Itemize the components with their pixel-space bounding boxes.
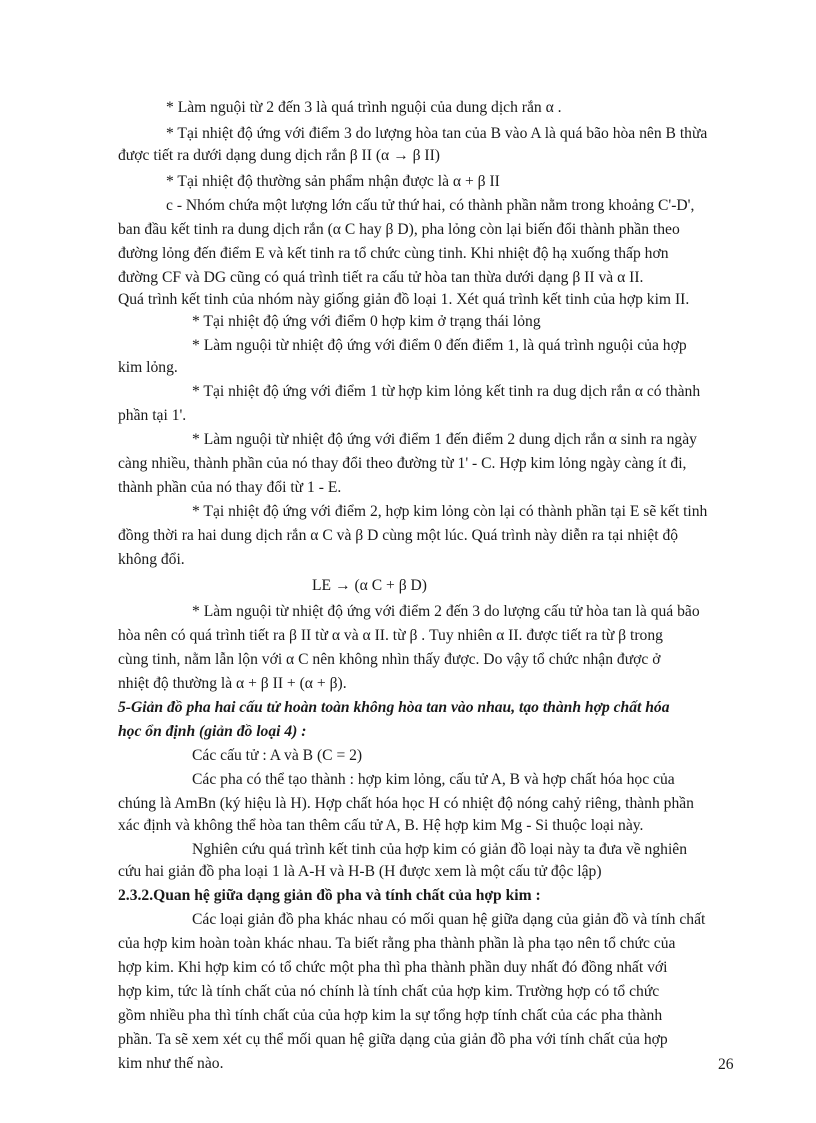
- text-line: gồm nhiều pha thì tính chất của của hợp kim la sự tổng hợp tính chất của các pha thành: [118, 1007, 663, 1024]
- text-line: càng nhiều, thành phần của nó thay đổi theo đường từ 1' - C. Hợp kim lỏng ngày càng ít đi,: [118, 455, 687, 472]
- text-line: cứu hai giản đồ pha loại 1 là A-H và H-B (H được xem là một cấu tử độc lập): [118, 863, 602, 880]
- text-line: phần tại 1'.: [118, 407, 187, 424]
- text-line: đồng thời ra hai dung dịch rắn α C và β D cùng một lúc. Quá trình này diễn ra tại nhiệt độ: [118, 527, 679, 544]
- text-line: được tiết ra dưới dạng dung dịch rắn β II (α → β II): [118, 147, 441, 164]
- text-line: c - Nhóm chứa một lượng lớn cấu tử thứ hai, có thành phần nằm trong khoảng C'-D',: [166, 197, 695, 214]
- page-number: 26: [718, 1056, 734, 1073]
- section-heading: học ổn định (giản đồ loại 4) :: [118, 723, 307, 740]
- text-line: hòa nên có quá trình tiết ra β II từ α và α II. từ β . Tuy nhiên α II. được tiết ra từ β trong: [118, 627, 663, 644]
- text-line: kim lỏng.: [118, 359, 178, 376]
- text-line: đường lỏng đến điểm E và kết tinh ra tổ chức cùng tinh. Khi nhiệt độ hạ xuống thấp hơn: [118, 245, 669, 262]
- text-line: không đổi.: [118, 551, 185, 568]
- text-line: kim như thế nào.: [118, 1055, 224, 1072]
- text-line: hợp kim, tức là tính chất của nó chính là tính chất của hợp kim. Trường hợp có tổ chức: [118, 983, 660, 1000]
- text-line: đường CF và DG cũng có quá trình tiết ra cấu tử hòa tan thừa dưới dạng β II và α II.: [118, 269, 644, 286]
- equation-line: LE → (α C + β D): [312, 577, 427, 594]
- text-line: chúng là AmBn (ký hiệu là H). Hợp chất hóa học H có nhiệt độ nóng cahỷ riêng, thành phần: [118, 795, 694, 812]
- text-line: Nghiên cứu quá trình kết tinh của hợp kim có giản đồ loại này ta đưa về nghiên: [192, 841, 688, 858]
- text-line: ban đầu kết tinh ra dung dịch rắn (α C hay β D), pha lỏng còn lại biến đổi thành phần theo: [118, 221, 680, 238]
- text-line: thành phần của nó thay đổi từ 1 - E.: [118, 479, 342, 496]
- text-line: * Làm nguội từ nhiệt độ ứng với điểm 1 đến điểm 2 dung dịch rắn α sinh ra ngày: [192, 431, 697, 448]
- section-heading: 2.3.2.Quan hệ giữa dạng giản đồ pha và tính chất của hợp kim :: [118, 887, 541, 904]
- text-line: Các pha có thể tạo thành : hợp kim lỏng, cấu tử A, B và hợp chất hóa học của: [192, 771, 675, 788]
- text-line: * Làm nguội từ nhiệt độ ứng với điểm 0 đến điểm 1, là quá trình nguội của hợp: [192, 337, 687, 354]
- section-heading: 5-Giản đồ pha hai cấu tử hoàn toàn không hòa tan vào nhau, tạo thành hợp chất hóa: [118, 699, 670, 716]
- text-line: * Làm nguội từ nhiệt độ ứng với điểm 2 đến 3 do lượng cấu tử hòa tan là quá bão: [192, 603, 700, 620]
- text-line: * Tại nhiệt độ ứng với điểm 3 do lượng hòa tan của B vào A là quá bão hòa nên B thừa: [166, 125, 708, 142]
- text-line: của hợp kim hoàn toàn khác nhau. Ta biết rằng pha thành phần là pha tạo nên tổ chức của: [118, 935, 676, 952]
- text-line: nhiệt độ thường là α + β II + (α + β).: [118, 675, 347, 692]
- text-line: Các loại giản đồ pha khác nhau có mối quan hệ giữa dạng của giản đồ và tính chất: [192, 911, 706, 928]
- text-line: Các cấu tử : A và B (C = 2): [192, 747, 363, 764]
- text-line: hợp kim. Khi hợp kim có tổ chức một pha thì pha thành phần duy nhất đó đồng nhất với: [118, 959, 668, 976]
- text-line: cùng tinh, nằm lẫn lộn với α C nên không nhìn thấy được. Do vậy tổ chức nhận được ở: [118, 651, 661, 668]
- text-line: phần. Ta sẽ xem xét cụ thể mối quan hệ giữa dạng của giản đồ pha với tính chất của hợp: [118, 1031, 668, 1048]
- text-line: * Tại nhiệt độ ứng với điểm 1 từ hợp kim lỏng kết tinh ra dug dịch rắn α có thành: [192, 383, 701, 400]
- text-line: xác định và không thể hòa tan thêm cấu tử A, B. Hệ hợp kim Mg - Si thuộc loại này.: [118, 817, 644, 834]
- text-line: Quá trình kết tinh của nhóm này giống giản đồ loại 1. Xét quá trình kết tinh của hợp kim II.: [118, 291, 690, 308]
- text-line: * Tại nhiệt độ ứng với điểm 0 hợp kim ở trạng thái lỏng: [192, 313, 541, 330]
- text-line: * Làm nguội từ 2 đến 3 là quá trình nguội của dung dịch rắn α .: [166, 99, 562, 116]
- text-line: * Tại nhiệt độ thường sản phẩm nhận được là α + β II: [166, 173, 500, 190]
- text-line: * Tại nhiệt độ ứng với điểm 2, hợp kim lỏng còn lại có thành phần tại E sẽ kết tinh: [192, 503, 708, 520]
